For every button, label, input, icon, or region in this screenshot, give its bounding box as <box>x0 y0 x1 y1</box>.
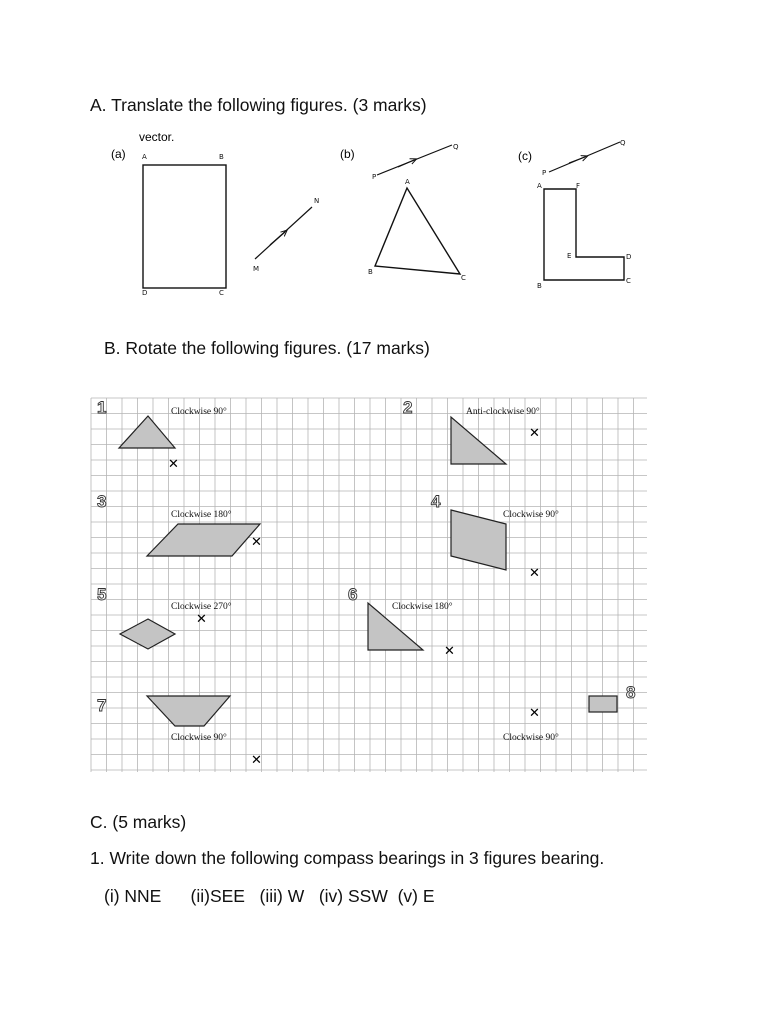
section-c-heading: C. (5 marks) <box>90 812 187 832</box>
item-6-center-mark: ✕ <box>444 644 455 659</box>
section-b-heading: B. Rotate the following figures. (17 marks) <box>104 338 430 358</box>
section-c-question: 1. Write down the following compass bearings in 3 figures bearing. <box>90 848 605 868</box>
figure-c-l-shape <box>544 189 624 280</box>
item-2-center-mark: ✕ <box>529 426 540 441</box>
item-1-center-mark: ✕ <box>168 457 179 472</box>
item-5-number: 5 <box>97 585 107 604</box>
figure-a-vertex-d: D <box>142 289 148 297</box>
item-7-number: 7 <box>97 696 107 715</box>
item-4-instruction: Clockwise 90° <box>503 510 559 520</box>
figure-c-vertex-c: C <box>626 277 631 285</box>
item-6-instruction: Clockwise 180° <box>392 602 453 612</box>
item-3-center-mark: ✕ <box>251 535 262 550</box>
item-4-center-mark: ✕ <box>529 566 540 581</box>
vector-pq-b-arrow <box>398 160 414 167</box>
figure-b-triangle <box>375 188 460 274</box>
item-1-number: 1 <box>97 398 107 417</box>
translation-figures <box>0 125 768 325</box>
figure-a-rectangle <box>143 165 226 288</box>
section-a-heading: A. Translate the following figures. (3 marks) <box>90 95 427 115</box>
figure-a-vertex-c: C <box>219 289 224 297</box>
item-3-number: 3 <box>97 492 107 511</box>
figure-a-vertex-b: B <box>219 153 224 161</box>
item-4-number: 4 <box>431 492 441 511</box>
figure-a-vertex-a: A <box>142 153 147 161</box>
item-5-rhombus <box>120 619 175 649</box>
rotation-grid <box>90 396 650 774</box>
item-4-parallelogram <box>451 510 506 570</box>
figure-b-vertex-b: B <box>368 268 373 276</box>
vector-mn-start: M <box>253 265 260 273</box>
vector-pq-b-end: Q <box>453 143 459 151</box>
vector-pq-c-arrow <box>569 157 585 163</box>
item-1-triangle <box>119 416 175 448</box>
item-7-instruction: Clockwise 90° <box>171 733 227 743</box>
item-8-center-mark: ✕ <box>529 706 540 721</box>
figure-c-vertex-d: D <box>626 253 632 261</box>
item-7-center-mark: ✕ <box>251 753 262 768</box>
figure-b-tag: (b) <box>340 147 355 161</box>
item-8-instruction: Clockwise 90° <box>503 733 559 743</box>
figure-b-vertex-c: C <box>461 274 466 282</box>
figure-b-vertex-a: A <box>405 178 410 186</box>
item-7-trapezium <box>147 696 230 726</box>
vector-mn-arrow <box>270 232 285 245</box>
vector-pq-b-start: P <box>372 173 377 181</box>
item-1-instruction: Clockwise 90° <box>171 407 227 417</box>
vector-pq-b <box>377 145 452 175</box>
figure-a-tag: (a) <box>111 147 126 161</box>
figure-c-vertex-a: A <box>537 182 542 190</box>
item-3-instruction: Clockwise 180° <box>171 510 232 520</box>
item-5-instruction: Clockwise 270° <box>171 602 232 612</box>
figure-c-vertex-f: F <box>576 182 581 190</box>
figure-c-vertex-e: E <box>567 252 572 260</box>
vector-pq-c-end: Q <box>620 139 626 147</box>
item-8-number: 8 <box>626 683 636 702</box>
section-c-options: (i) NNE (ii)SEE (iii) W (iv) SSW (v) E <box>104 886 435 906</box>
item-2-instruction: Anti-clockwise 90° <box>466 407 540 417</box>
vector-note: vector. <box>139 130 175 144</box>
item-5-center-mark: ✕ <box>196 612 207 627</box>
item-2-number: 2 <box>403 398 413 417</box>
item-6-number: 6 <box>348 585 358 604</box>
vector-pq-c-start: P <box>542 169 547 177</box>
figure-c-vertex-b: B <box>537 282 542 290</box>
figure-c-tag: (c) <box>518 149 532 163</box>
item-8-rectangle <box>589 696 617 712</box>
item-3-parallelogram <box>147 524 260 556</box>
vector-mn-end: N <box>314 197 320 205</box>
